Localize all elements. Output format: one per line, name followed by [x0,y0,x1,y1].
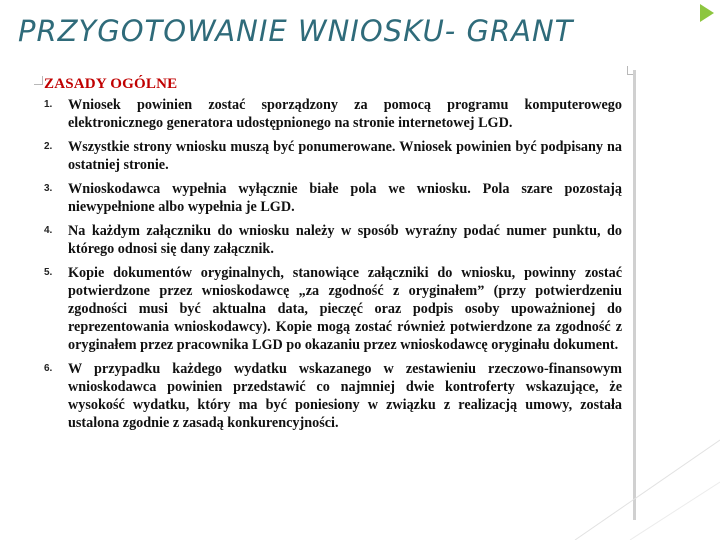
crop-corner-top-left [34,76,43,85]
rule-text: Wniosek powinien zostać sporządzony za pomocą programu komputerowego elektronicznego generatora udostępnionego na stronie internetowej LGD. [68,97,622,131]
slide-title: PRZYGOTOWANIE WNIOSKU- GRANT [18,14,574,48]
rule-text: Kopie dokumentów oryginalnych, stanowiące załączniki do wniosku, powinny zostać potwierdzone przez wnioskodawcę „za zgodność z oryginałem” (przy potwierdzeniu zgodności musi być aktualna data, pieczęć oraz podpis osoby upoważnionej do reprezentowania wnioskodawcy). Kopie mogą zostać również potwierdzone za zgodność z oryginałem przez pracownika LGD po okazaniu przez wnioskodawcę oryginału dokument. [68,265,622,353]
rule-item [36,180,622,216]
document-edge [633,70,636,520]
rule-item [36,96,622,132]
rule-text: Wszystkie strony wniosku muszą być ponumerowane. Wniosek powinien być podpisany na ostatniej stronie. [68,139,622,173]
rule-item [36,222,622,258]
rule-item [36,360,622,432]
rule-number: 5. [44,267,53,278]
rule-item [36,264,622,354]
rule-number: 4. [44,225,53,236]
arrow-right-icon [700,4,714,22]
rule-number: 2. [44,141,53,152]
rule-number: 3. [44,183,53,194]
document-heading: ZASADY OGÓLNE [44,76,178,92]
rule-item [36,138,622,174]
rule-number: 6. [44,363,53,374]
rule-text: Wnioskodawca wypełnia wyłącznie białe pola we wniosku. Pola szare pozostają niewypełnione albo wypełnia je LGD. [68,181,622,215]
rule-number: 1. [44,99,53,110]
document-image [34,66,634,528]
rules-list [36,96,622,438]
rule-text: W przypadku każdego wydatku wskazanego w zestawieniu rzeczowo-finansowym wnioskodawca powinien przedstawić co najmniej dwie kontroferty wskazujące, że wysokość wydatku, który ma być poniesiony w związku z realizacją umowy, została ustalona zgodnie z zasadą konkurencyjności. [68,361,622,431]
rule-text: Na każdym załączniku do wniosku należy w sposób wyraźny podać numer punktu, do którego odnosi się dany załącznik. [68,223,622,257]
